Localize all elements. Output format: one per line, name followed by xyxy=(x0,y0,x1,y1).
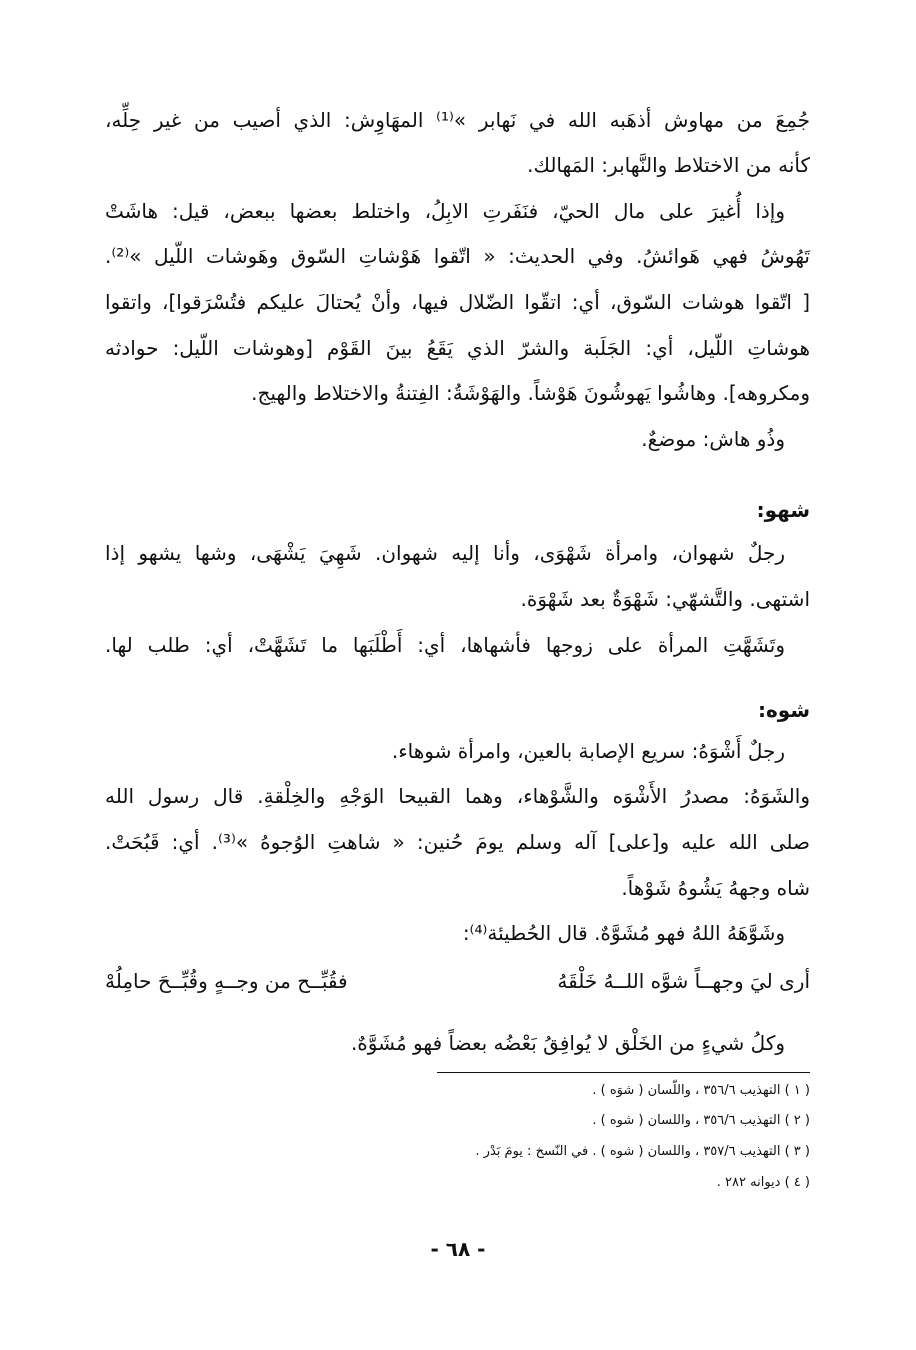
text-line: ومكروهه]. وهاشُوا يَهوشُونَ هَوْشاً. والهَوْشَةُ: الفِتنةُ والاختلاط والهيج. xyxy=(251,381,810,405)
text-line: تَهُوشُ فهي هَوائشُ. وفي الحديث: « اتّقوا هَوْشاتِ السّوق وهَوشات اللّيل »⁽²⁾. xyxy=(105,244,810,268)
text-line: صلى الله عليه و[على] آله وسلم يومَ حُنين: « شاهتِ الوُجوهُ »⁽³⁾. أي: قَبُحَتْ. xyxy=(105,830,810,854)
footnote: ( ٤ ) ديوانه ٢٨٢ . xyxy=(716,1175,810,1190)
poem-hemistich-first: أرى ليَ وجهــاً شوَّه اللــهُ خَلْقَهُ xyxy=(557,969,810,993)
text-line: وشَوَّهَهُ اللهُ فهو مُشَوَّهٌ. قال الحُطيئة⁽⁴⁾: xyxy=(462,921,785,945)
text-line: كأنه من الاختلاط والنَّهابر: المَهالك. xyxy=(527,153,810,177)
text-line: وتَشَهَّتِ المرأة على زوجها فأشهاها، أي: أَطْلَبَها ما تَشَهَّتْ، أي: طلب لها. xyxy=(105,633,785,657)
text-line: وكلُ شيءٍ من الخَلْق لا يُوافِقُ بَعْضُه بعضاً فهو مُشَوَّهٌ. xyxy=(350,1031,785,1055)
footnote: ( ٢ ) التهذيب ٣٥٦/٦ ، واللسان ( شوه ) . xyxy=(592,1113,810,1128)
text-line: جُمِعَ من مهاوش أذهَبه الله في نَهابر »⁽¹⁾ المهَاوِش: الذي أصيب من غير حِلِّه، xyxy=(105,108,810,132)
text-line: رجلٌ أَشْوَهُ: سريع الإصابة بالعين، وامرأة شوهاء. xyxy=(391,739,785,763)
entry-heading: شوه: xyxy=(757,698,810,722)
footnote: ( ٣ ) التهذيب ٣٥٧/٦ ، واللسان ( شوه ) . في النّسخ : يومَ بَدْر . xyxy=(475,1144,810,1159)
text-line: وذُو هاش: موضعٌ. xyxy=(641,427,785,451)
entry-heading: شهو: xyxy=(756,498,810,522)
footnote: ( ١ ) التهذيب ٣٥٦/٦ ، واللّسان ( شوَه ) . xyxy=(592,1083,810,1098)
text-line: والشَوَهُ: مصدرُ الأَشْوَه والشَّوْهاء، وهما القبيحا الوَجْهِ والخِلْقةِ. قال رسول الله xyxy=(105,784,810,808)
text-line: هوشاتِ اللّيل، أي: الجَلَبة والشرّ الذي يَقَعُ بينَ القَوْم [وهوشات اللّيل: حوادثه xyxy=(105,336,810,360)
poem-hemistich-second: فقُبِّــح من وجــهٍ وقُبِّــحَ حامِلُهْ xyxy=(105,969,348,993)
text-line: اشتهى. والتَّشهّي: شَهْوَةٌ بعد شَهْوَة. xyxy=(520,587,810,611)
text-line: شاه وجههُ يَشُوهُ شَوْهاً. xyxy=(621,876,810,900)
page-number: - ٦٨ - xyxy=(430,1237,486,1261)
text-line: وإذا أُغيرَ على مال الحيّ، فنَفَرتِ الابِلُ، واختلط بعضها ببعض، قيل: هاشَتْ xyxy=(105,199,785,223)
footnote-divider xyxy=(437,1072,810,1073)
text-line: [ اتّقوا هوشات السّوق، أي: اتقّوا الضّلال فيها، وأنْ يُحتالَ عليكم فتُسْرَقوا]، واتقوا xyxy=(105,290,810,314)
text-line: رجلٌ شهوان، وامرأة شَهْوَى، وأنا إليه شهوان. شَهِيَ يَشْهَى، وشها يشهو إذا xyxy=(105,541,785,565)
